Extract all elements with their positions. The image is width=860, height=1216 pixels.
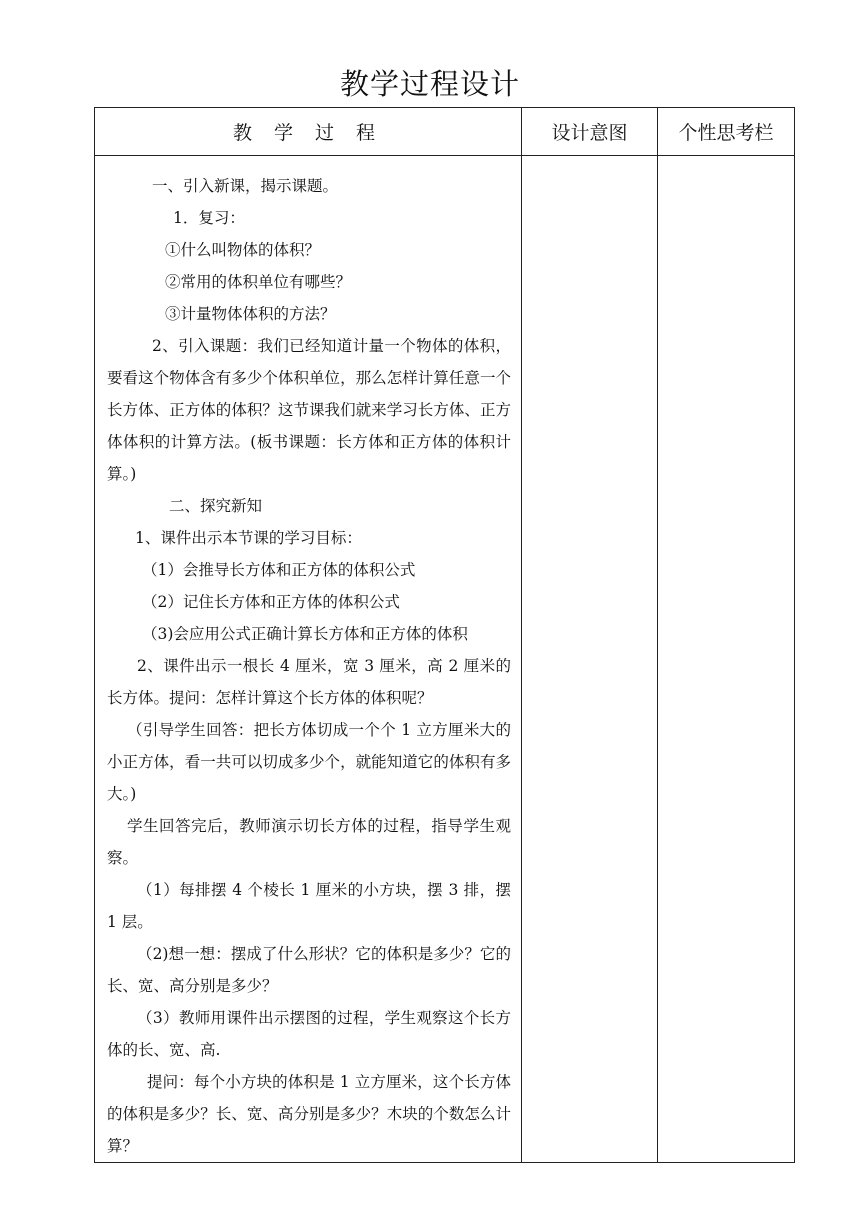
table-row — [95, 156, 795, 1163]
review-question-3: ③计量物体体积的方法？ — [165, 305, 336, 323]
intro-heading: 一、引入新课，揭示课题。 — [152, 177, 339, 195]
step-3-paragraph: （3）教师用课件出示摆图的过程，学生观察这个长方体的长、宽、高. — [107, 1009, 511, 1059]
goal-1: （1）会推导长方体和正方体的体积公式 — [142, 561, 416, 579]
header-design-intent: 设计意图 — [522, 108, 658, 156]
guide-paragraph: （引导学生回答：把长方体切成一个个 1 立方厘米大的小正方体，看一共可以切成多少个，就能知道它的体积有多大。) — [107, 721, 511, 803]
goals-heading: 1、课件出示本节课的学习目标： — [135, 529, 362, 547]
header-reflection: 个性思考栏 — [658, 108, 795, 156]
cuboid-question-paragraph: 2、课件出示一根长 4 厘米，宽 3 厘米，高 2 厘米的长方体。提问：怎样计算这个长方体的体积呢？ — [107, 657, 511, 707]
goal-2: （2）记住长方体和正方体的体积公式 — [142, 593, 400, 611]
design-intent-cell — [522, 156, 658, 1163]
page-title: 教学过程设计 — [339, 67, 520, 101]
review-question-1: ①什么叫物体的体积？ — [165, 241, 321, 259]
review-question-2: ②常用的体积单位有哪些？ — [165, 273, 352, 291]
goal-3: （3)会应用公式正确计算长方体和正方体的体积 — [142, 625, 468, 643]
reflection-cell — [658, 156, 795, 1163]
review-heading: 1．复习： — [173, 209, 245, 227]
process-cell — [95, 156, 522, 1163]
demo-paragraph: 学生回答完后，教师演示切长方体的过程，指导学生观察。 — [107, 817, 511, 867]
step-2-paragraph: （2)想一想：摆成了什么形状？它的体积是多少？它的长、宽、高分别是多少？ — [107, 945, 511, 995]
teaching-process-table — [94, 107, 795, 1163]
final-question-paragraph: 提问：每个小方块的体积是 1 立方厘米，这个长方体的体积是多少？长、宽、高分别是多少？木块的个数怎么计算？ — [107, 1073, 511, 1155]
table-header-row — [95, 108, 795, 156]
step-1-paragraph: （1）每排摆 4 个棱长 1 厘米的小方块，摆 3 排，摆 1 层。 — [107, 881, 511, 931]
header-process: 教 学 过 程 — [95, 108, 522, 156]
intro-topic-paragraph: 2、引入课题：我们已经知道计量一个物体的体积，要看这个物体含有多少个体积单位，那么怎样计算任意一个长方体、正方体的体积？这节课我们就来学习长方体、正方体体积的计算方法。(板书课题：长方体和正方体的体积计算。) — [107, 337, 511, 483]
explore-heading: 二、探究新知 — [169, 497, 263, 515]
